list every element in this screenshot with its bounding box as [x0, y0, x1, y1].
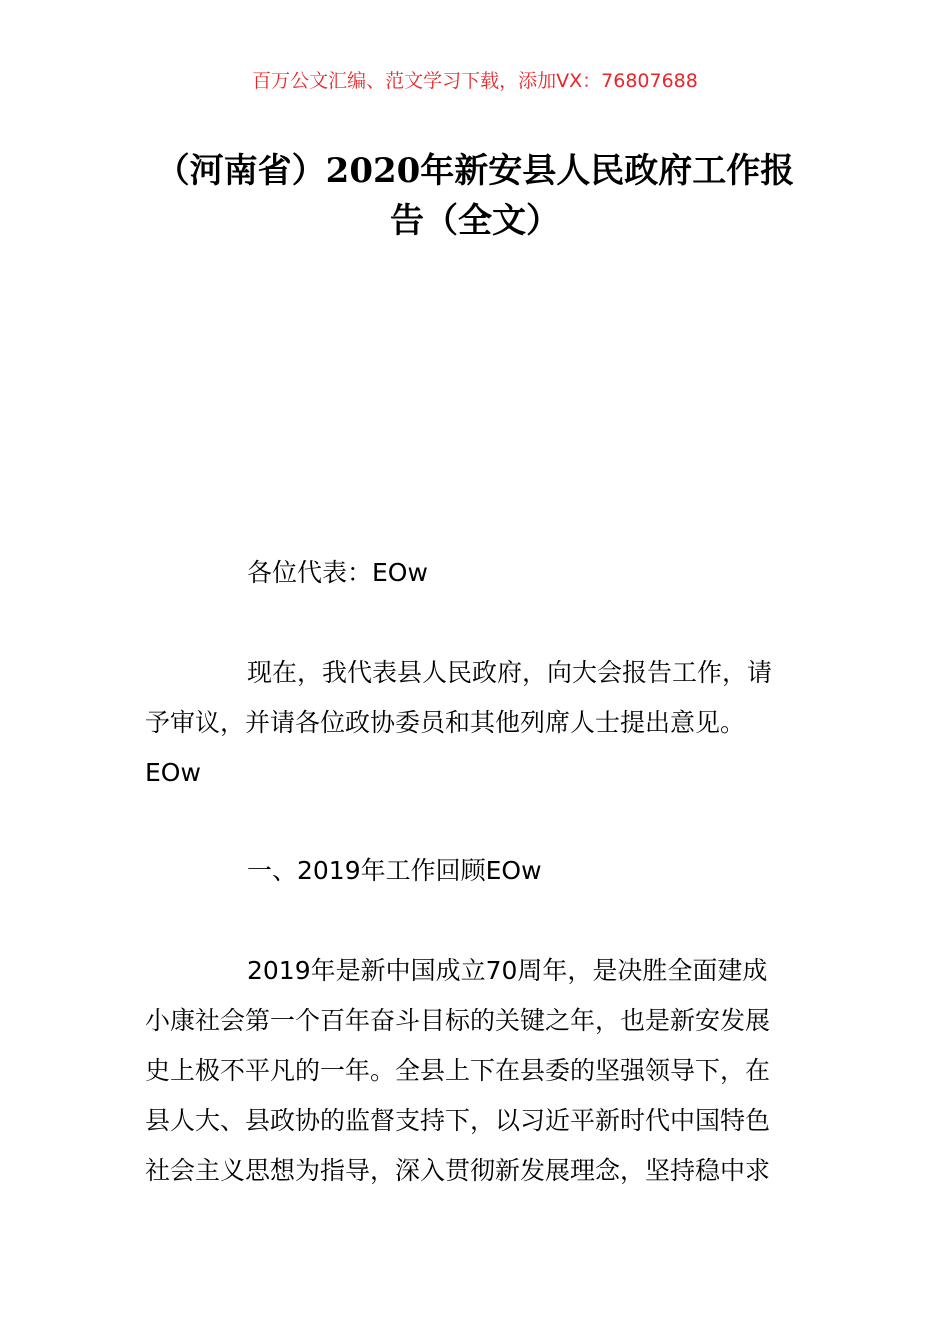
title-line-2: 告（全文） [390, 201, 560, 241]
intro-paragraph [145, 648, 810, 798]
review-line-3: 史上极不平凡的一年。全县上下在县委的坚强领导下，在 [145, 1056, 771, 1085]
document-title [0, 146, 950, 246]
intro-line-1: 现在，我代表县人民政府，向大会报告工作，请 [247, 658, 773, 687]
intro-line-2: 予审议，并请各位政协委员和其他列席人士提出意见。 [145, 708, 746, 737]
review-line-2: 小康社会第一个百年奋斗目标的关键之年，也是新安发展 [145, 1006, 771, 1035]
salutation-paragraph [145, 548, 810, 598]
intro-line-3: EOw [145, 758, 201, 787]
review-line-4: 县人大、县政协的监督支持下，以习近平新时代中国特色 [145, 1106, 771, 1135]
section-heading-paragraph [145, 846, 810, 896]
section-1-heading: 一、2019年工作回顾EOw [247, 856, 542, 885]
header-watermark-note: 百万公文汇编、范文学习下载，添加VX：76807688 [252, 70, 698, 92]
salutation-text: 各位代表：EOw [247, 558, 428, 587]
title-line-1: （河南省）2020年新安县人民政府工作报 [155, 151, 795, 191]
review-line-5: 社会主义思想为指导，深入贯彻新发展理念，坚持稳中求 [145, 1156, 771, 1185]
review-paragraph [145, 946, 810, 1196]
review-line-1: 2019年是新中国成立70周年，是决胜全面建成 [247, 956, 768, 985]
